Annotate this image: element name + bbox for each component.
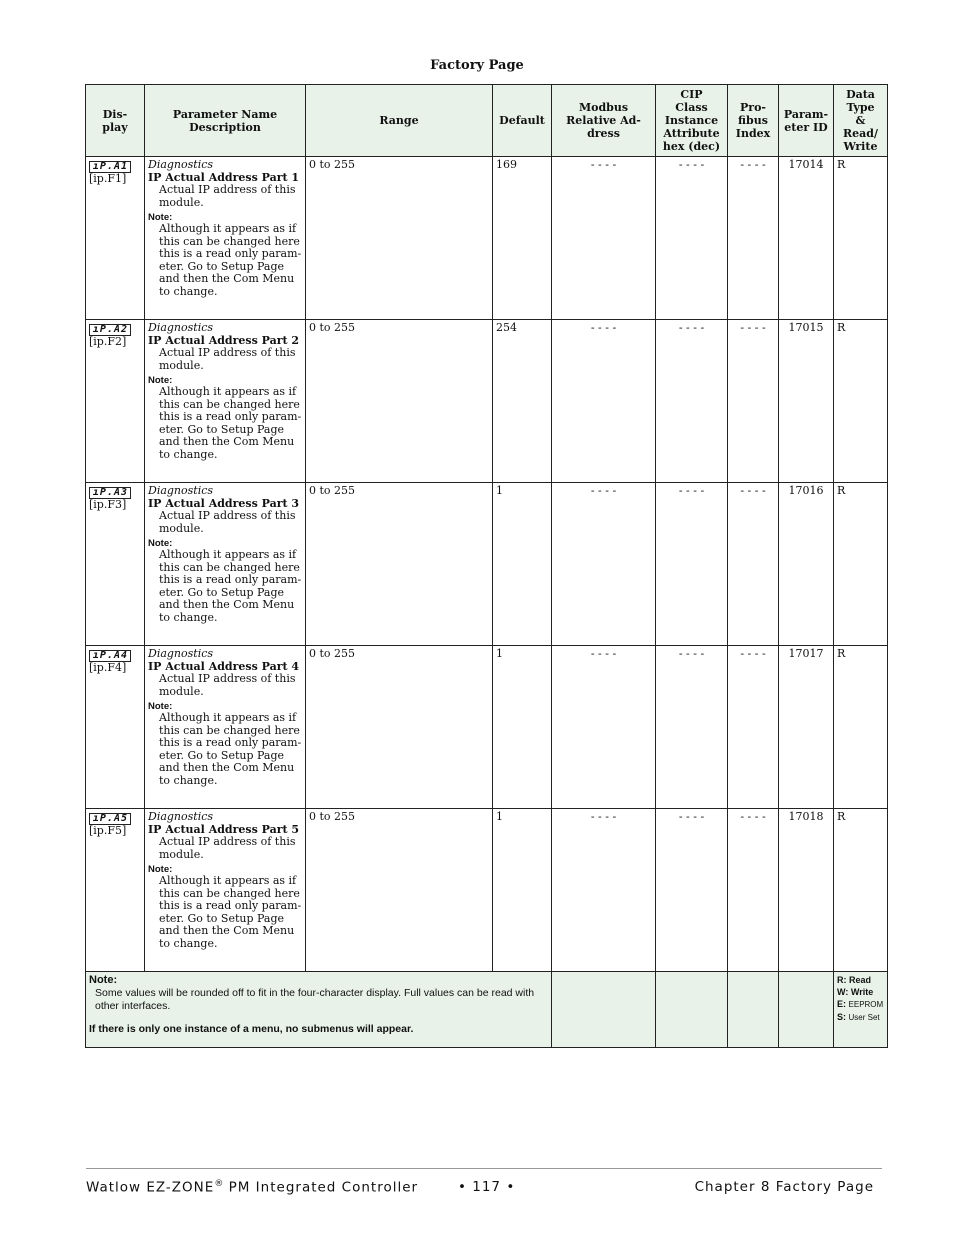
display-cell [86, 646, 145, 809]
header-range: Range [306, 85, 493, 157]
range-cell: 0 to 255 [306, 483, 493, 646]
parameter-name: IP Actual Address Part 4 [148, 659, 300, 673]
profibus-cell: - - - - [728, 483, 779, 646]
cip-cell: - - - - [656, 320, 728, 483]
legend-value: User Set [848, 1013, 880, 1022]
data-type-cell: R [834, 646, 888, 809]
header-param-name: Parameter Name Description [145, 85, 306, 157]
note-label: Note: [148, 864, 173, 875]
profibus-cell: - - - - [728, 320, 779, 483]
parameter-code: [ip.F5] [89, 824, 127, 837]
modbus-cell: - - - - [552, 320, 656, 483]
parameter-name: IP Actual Address Part 3 [148, 496, 300, 510]
cip-cell: - - - - [656, 157, 728, 320]
param-desc-cell [145, 483, 306, 646]
param-id-cell: 17014 [779, 157, 834, 320]
legend-read [837, 974, 884, 986]
parameter-description: Actual IP address of this module. [159, 835, 296, 861]
parameter-name: IP Actual Address Part 5 [148, 822, 300, 836]
lcd-display: ıP.A2 [89, 324, 131, 336]
note-text: Although it appears as if this can be changed here this is a read only param-eter. Go to Setup Page and then the Com Menu to change. [159, 711, 302, 787]
lcd-display: ıP.A5 [89, 813, 131, 825]
modbus-cell: - - - - [552, 809, 656, 972]
footnote-body: Some values will be rounded off to fit in the four-character display. Full values can be read with other interfaces. [95, 987, 535, 1012]
footnote-title: Note: [89, 974, 118, 986]
header-row [86, 85, 888, 157]
legend-key: W: [837, 987, 849, 997]
header-data-type: Data Type & Read/ Write [834, 85, 888, 157]
header-display: Dis- play [86, 85, 145, 157]
header-modbus: Modbus Relative Ad- dress [552, 85, 656, 157]
header-param-id: Param- eter ID [779, 85, 834, 157]
lcd-display: ıP.A4 [89, 650, 131, 662]
note-label: Note: [148, 701, 173, 712]
footer-product [86, 1179, 418, 1196]
table-row [86, 157, 888, 320]
note-text: Although it appears as if this can be changed here this is a read only param-eter. Go to Setup Page and then the Com Menu to change. [159, 222, 302, 298]
data-type-cell: R [834, 809, 888, 972]
cip-cell: - - - - [656, 809, 728, 972]
note-text: Although it appears as if this can be changed here this is a read only param-eter. Go to Setup Page and then the Com Menu to change. [159, 874, 302, 950]
default-cell: 1 [493, 809, 552, 972]
display-cell [86, 320, 145, 483]
range-cell: 0 to 255 [306, 157, 493, 320]
menu-name: Diagnostics [148, 810, 214, 823]
parameter-table [85, 84, 888, 1048]
note-text: Although it appears as if this can be changed here this is a read only param-eter. Go to Setup Page and then the Com Menu to change. [159, 548, 302, 624]
param-id-cell: 17015 [779, 320, 834, 483]
param-id-cell: 17018 [779, 809, 834, 972]
legend-value: Read [849, 975, 872, 985]
parameter-name: IP Actual Address Part 1 [148, 170, 300, 184]
param-desc-cell [145, 646, 306, 809]
param-desc-cell [145, 320, 306, 483]
footnote-bold: If there is only one instance of a menu, no submenus will appear. [89, 1023, 414, 1035]
header-cip: CIP Class Instance Attribute hex (dec) [656, 85, 728, 157]
page-title: Factory Page [430, 58, 524, 73]
parameter-code: [ip.F4] [89, 661, 127, 674]
modbus-cell: - - - - [552, 157, 656, 320]
menu-name: Diagnostics [148, 647, 214, 660]
footer-chapter: Chapter 8 Factory Page [694, 1179, 874, 1195]
display-cell [86, 809, 145, 972]
cip-cell: - - - - [656, 483, 728, 646]
note-text: Although it appears as if this can be changed here this is a read only param-eter. Go to Setup Page and then the Com Menu to change. [159, 385, 302, 461]
registered-mark: ® [214, 1179, 224, 1189]
legend-cell [834, 972, 888, 1048]
menu-name: Diagnostics [148, 158, 214, 171]
profibus-cell: - - - - [728, 809, 779, 972]
display-cell [86, 483, 145, 646]
default-cell: 254 [493, 320, 552, 483]
default-cell: 1 [493, 646, 552, 809]
legend-write [837, 986, 884, 998]
menu-name: Diagnostics [148, 484, 214, 497]
parameter-code: [ip.F2] [89, 335, 127, 348]
range-cell: 0 to 255 [306, 809, 493, 972]
parameter-description: Actual IP address of this module. [159, 183, 296, 209]
parameter-description: Actual IP address of this module. [159, 672, 296, 698]
empty-cell [656, 972, 728, 1048]
legend-value: Write [850, 987, 874, 997]
data-type-cell: R [834, 157, 888, 320]
footer-brand: Watlow EZ-ZONE [86, 1179, 215, 1196]
legend-key: S: [837, 1012, 846, 1022]
default-cell: 1 [493, 483, 552, 646]
default-cell: 169 [493, 157, 552, 320]
table-row [86, 320, 888, 483]
table-row [86, 483, 888, 646]
table-row [86, 809, 888, 972]
param-desc-cell [145, 157, 306, 320]
footnote-cell [86, 972, 552, 1048]
range-cell: 0 to 255 [306, 320, 493, 483]
header-profibus: Pro- fibus Index [728, 85, 779, 157]
data-type-cell: R [834, 483, 888, 646]
page-number: • 117 • [458, 1179, 516, 1195]
empty-cell [728, 972, 779, 1048]
legend-eeprom [837, 998, 884, 1011]
range-cell: 0 to 255 [306, 646, 493, 809]
note-label: Note: [148, 538, 173, 549]
parameter-code: [ip.F1] [89, 172, 127, 185]
empty-cell [779, 972, 834, 1048]
profibus-cell: - - - - [728, 646, 779, 809]
modbus-cell: - - - - [552, 483, 656, 646]
parameter-description: Actual IP address of this module. [159, 346, 296, 372]
note-label: Note: [148, 212, 173, 223]
footer-product-name: PM Integrated Controller [223, 1179, 419, 1196]
profibus-cell: - - - - [728, 157, 779, 320]
note-label: Note: [148, 375, 173, 386]
data-type-cell: R [834, 320, 888, 483]
page-footer [86, 1168, 882, 1196]
table-row [86, 646, 888, 809]
parameter-description: Actual IP address of this module. [159, 509, 296, 535]
param-id-cell: 17017 [779, 646, 834, 809]
header-default: Default [493, 85, 552, 157]
display-cell [86, 157, 145, 320]
parameter-code: [ip.F3] [89, 498, 127, 511]
table-footer-row [86, 972, 888, 1048]
cip-cell: - - - - [656, 646, 728, 809]
param-desc-cell [145, 809, 306, 972]
param-id-cell: 17016 [779, 483, 834, 646]
legend-value: EEPROM [848, 1000, 884, 1009]
parameter-name: IP Actual Address Part 2 [148, 333, 300, 347]
lcd-display: ıP.A3 [89, 487, 131, 499]
modbus-cell: - - - - [552, 646, 656, 809]
legend-user-set [837, 1011, 884, 1024]
empty-cell [552, 972, 656, 1048]
menu-name: Diagnostics [148, 321, 214, 334]
lcd-display: ıP.A1 [89, 161, 131, 173]
legend-key: R: [837, 975, 847, 985]
legend-key: E: [837, 999, 846, 1009]
